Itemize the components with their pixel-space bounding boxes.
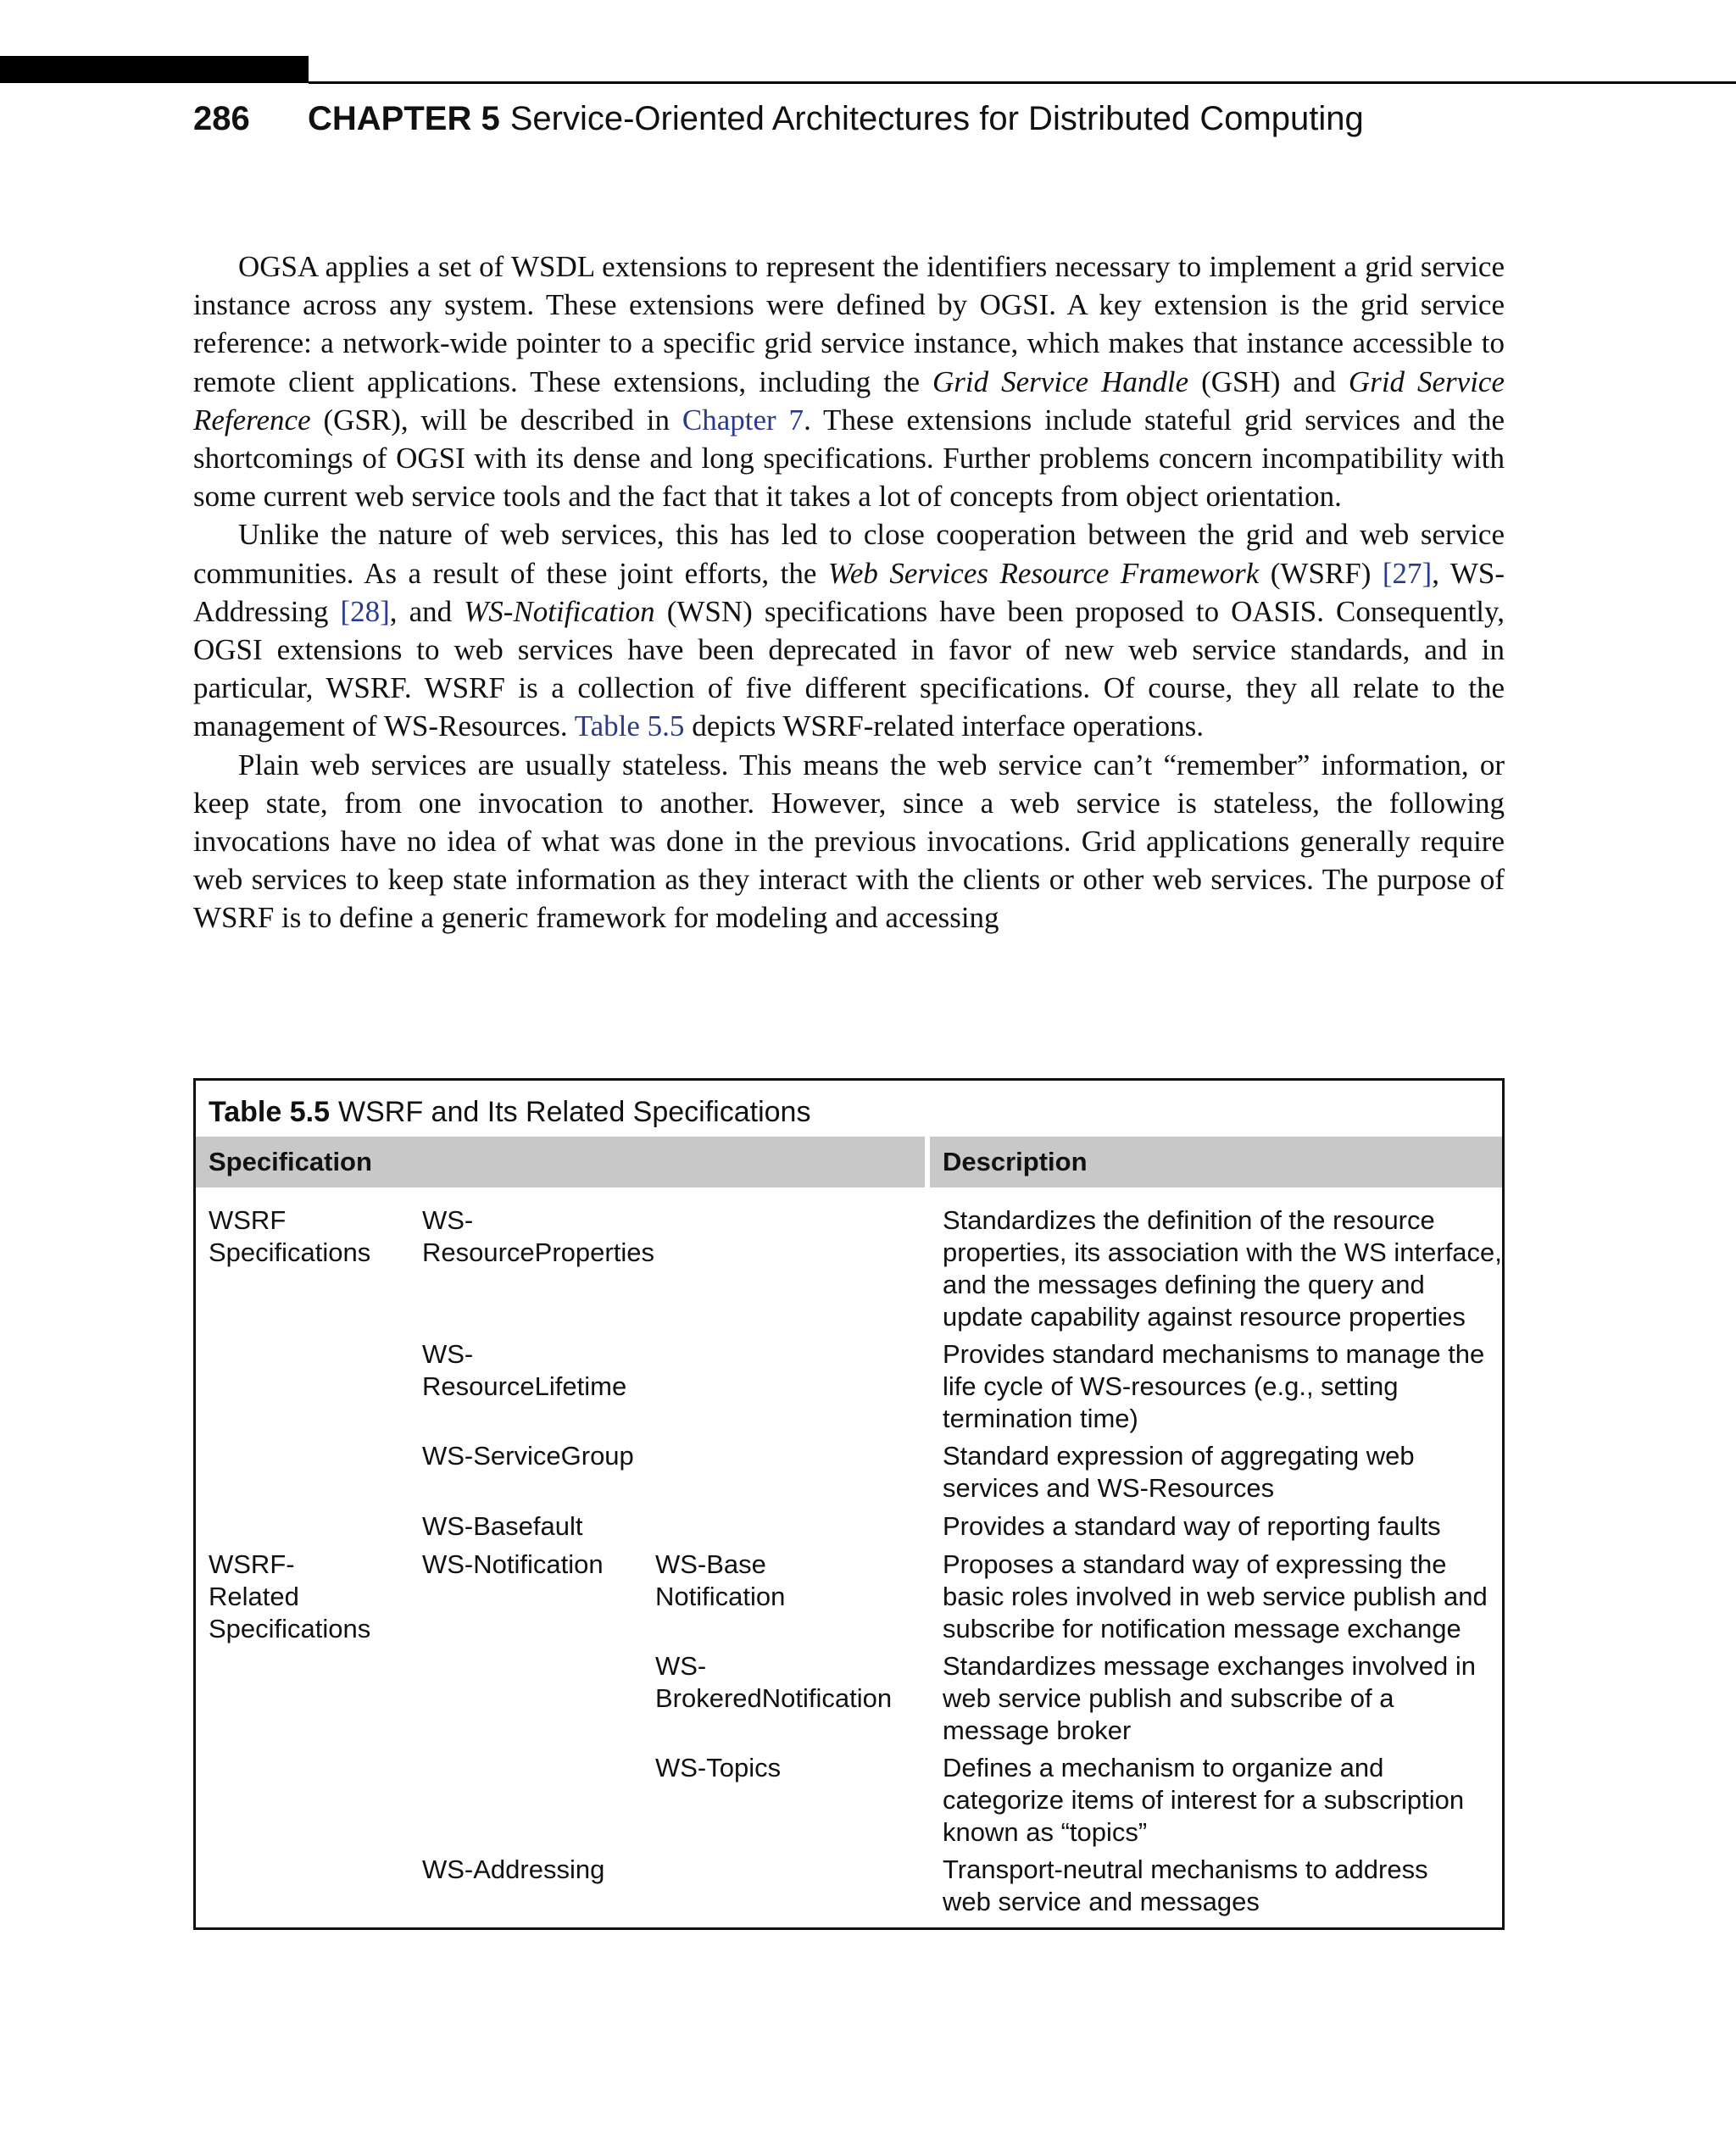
header-black-bar: [0, 56, 309, 83]
chapter-7-link[interactable]: Chapter 7: [682, 403, 804, 437]
running-head: [193, 93, 1364, 144]
text-run: OGSA applies a set of WSDL extensions to represent the identifiers necessary to implement a grid service instance across any system. These extensions were defined by OGSI. A key extension is the grid service reference: a network-wide pointer to a specific grid service instance, which makes that instance accessible to remote client applications. These extensions, including the: [193, 250, 1505, 398]
group-label-wsrf: WSRF Specifications: [209, 1205, 371, 1267]
spec-name: WS-Basefault: [422, 1511, 583, 1541]
citation-27-link[interactable]: [27]: [1382, 556, 1433, 590]
spec-name: WS-ServiceGroup: [422, 1441, 634, 1471]
page-number: 286: [193, 100, 250, 137]
sub-spec-name: WS- BrokeredNotification: [655, 1651, 893, 1713]
paragraph-1: [193, 247, 1505, 515]
spec-description: Standard expression of aggregating web services and WS-Resources: [943, 1441, 1415, 1503]
table-title: WSRF and Its Related Specifications: [338, 1096, 811, 1128]
table-caption: [209, 1091, 810, 1133]
citation-28-link[interactable]: [28]: [340, 594, 390, 628]
column-header-description: Description: [930, 1137, 1502, 1187]
spec-name: WS-ResourceProperties: [422, 1205, 654, 1267]
header-rule: [309, 81, 1736, 84]
spec-description: Provides standard mechanisms to manage the life cycle of WS-resources (e.g., setting termination time): [943, 1339, 1485, 1433]
spec-description: Transport-neutral mechanisms to address web service and messages: [943, 1855, 1428, 1916]
spec-name: WS-Addressing: [422, 1855, 605, 1884]
text-run: depicts WSRF-related interface operations.: [684, 709, 1205, 743]
text-run: (WSN) specifications have been proposed to OASIS. Consequently, OGSI extensions to web services have been deprecated in favor of new web service standards, and in particular, WSRF. WSRF is a collection of five different specifications. Of course, they all relate to the management of WS-Resources.: [193, 594, 1505, 743]
spec-description: Provides a standard way of reporting faults: [943, 1511, 1441, 1541]
chapter-title: Service-Oriented Architectures for Distributed Computing: [509, 100, 1364, 137]
spec-description: Standardizes message exchanges involved in web service publish and subscribe of a message broker: [943, 1651, 1476, 1745]
table-5-5-link[interactable]: Table 5.5: [574, 709, 685, 743]
paragraph-2: [193, 515, 1505, 745]
table-5-5: [193, 1078, 1505, 1930]
spec-description: Proposes a standard way of expressing the basic roles involved in web service publish and subscribe for notification message exchange: [943, 1549, 1488, 1643]
text-run: . These extensions include stateful grid services and the shortcomings of OGSI with its dense and long specifications. Further problems concern incompatibility with some current web service tools and the fact that it takes a lot of concepts from object orientation.: [193, 403, 1505, 514]
text-run: (GSH) and: [1188, 364, 1349, 398]
spec-name: WS-ResourceLifetime: [422, 1339, 627, 1401]
column-header-specification: Specification: [196, 1137, 925, 1187]
text-run: (WSRF): [1259, 556, 1383, 590]
text-run: (GSR), will be described in: [310, 403, 682, 437]
body-text: [193, 247, 1505, 937]
term-grid-service-handle: Grid Service Handle: [932, 364, 1189, 398]
spec-name: WS-Notification: [422, 1549, 604, 1579]
term-grid-service-reference: Grid Service Reference: [193, 364, 1505, 437]
text-run: , WS-Addressing: [193, 556, 1505, 628]
term-ws-notification: WS-Notification: [464, 594, 655, 628]
text-run: Plain web services are usually stateless. This means the web service can’t “remember” information, or keep state, from one invocation to another. However, since a web service is stateless, the following invocations have no idea of what was done in the previous invocations. Grid applications generally require web services to keep state information as they interact with the clients or other web services. The purpose of WSRF is to define a generic framework for modeling and accessing: [193, 748, 1505, 935]
term-wsrf: Web Services Resource Framework: [827, 556, 1260, 590]
group-label-wsrf-related: WSRF- Related Specifications: [209, 1549, 371, 1643]
text-run: , and: [389, 594, 465, 628]
spec-description: Standardizes the definition of the resource properties, its association with the WS interface, and the messages defining the query and update capability against resource properties: [943, 1205, 1502, 1332]
paragraph-3: [193, 746, 1505, 937]
table-label: Table 5.5: [209, 1096, 330, 1128]
chapter-label: CHAPTER 5: [308, 100, 500, 137]
sub-spec-name: WS-Base Notification: [655, 1549, 786, 1611]
sub-spec-name: WS-Topics: [655, 1753, 782, 1782]
spec-description: Defines a mechanism to organize and categorize items of interest for a subscription known as “topics”: [943, 1753, 1465, 1847]
text-run: Unlike the nature of web services, this has led to close cooperation between the grid and web service communities. As a result of these joint efforts, the: [193, 518, 1505, 590]
